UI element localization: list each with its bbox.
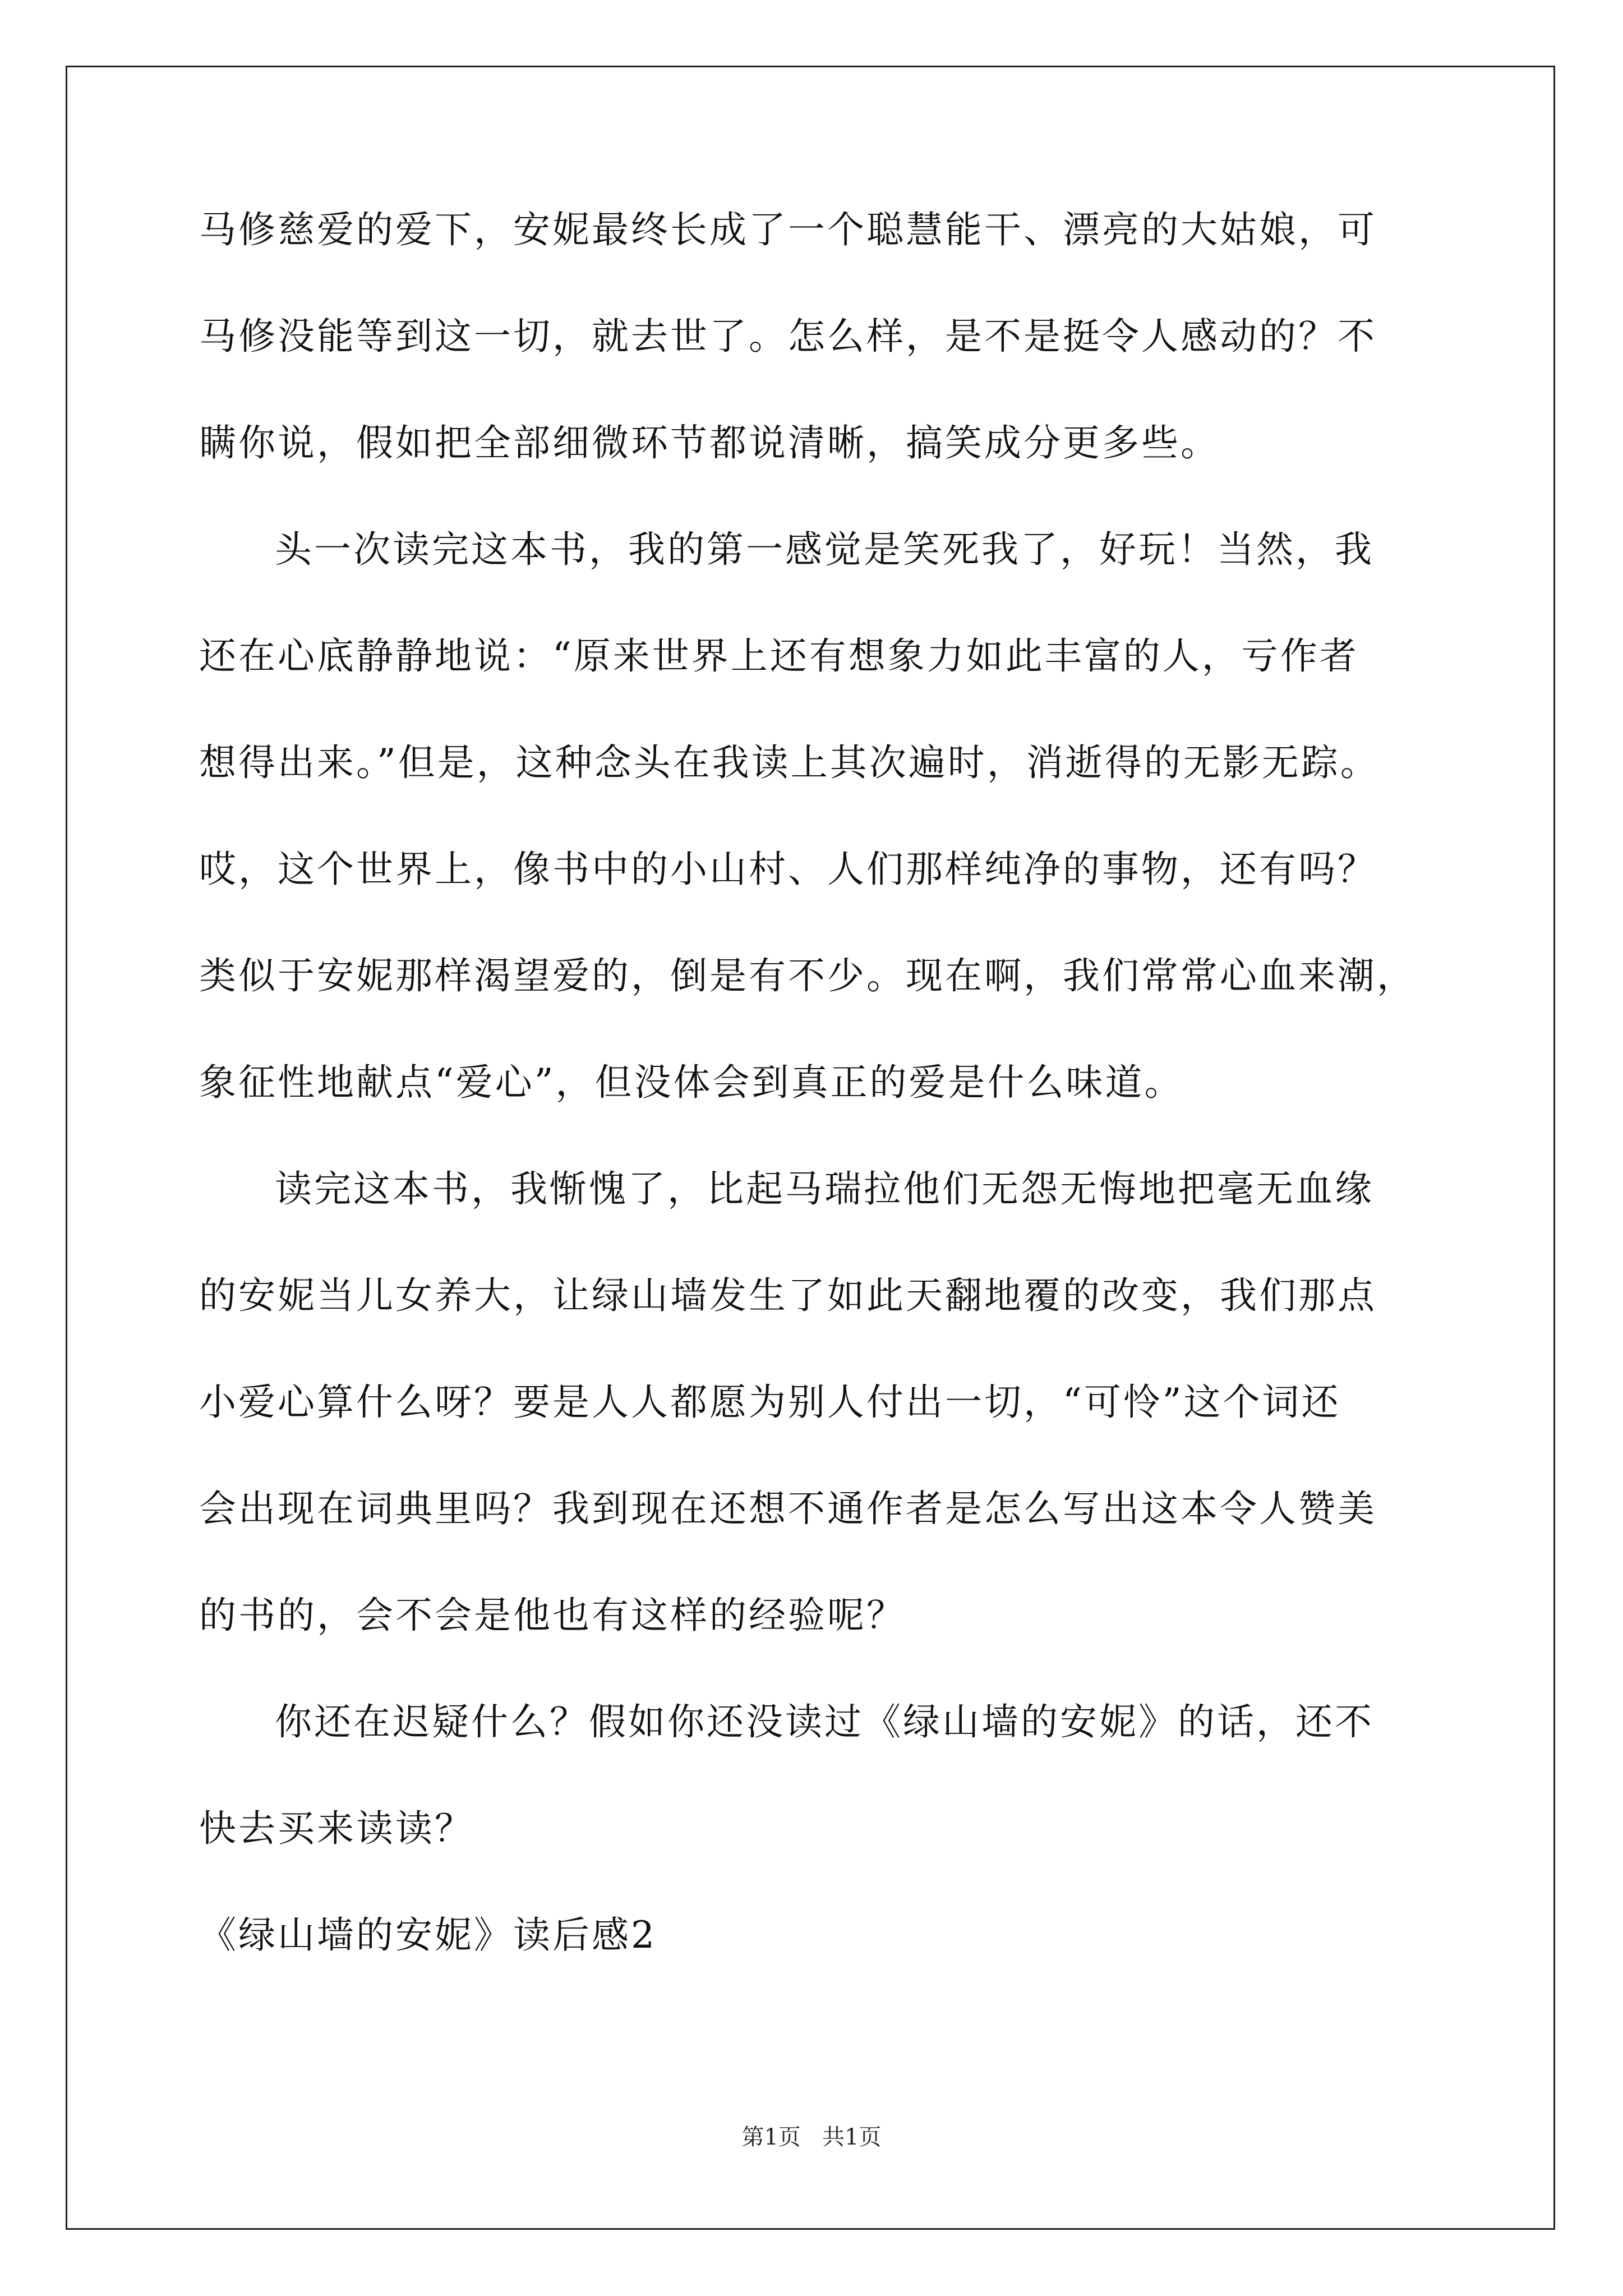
paragraph-line: 快去买来读读？ bbox=[199, 1807, 474, 1850]
paragraph-line: 会出现在词典里吗？我到现在还想不通作者是怎么写出这本令人赞美 bbox=[199, 1487, 1377, 1530]
paragraph-line: 象征性地献点“爱心”，但没体会到真正的爱是什么味道。 bbox=[199, 1061, 1184, 1104]
paragraph-line: 头一次读完这本书，我的第一感觉是笑死我了，好玩！当然，我 bbox=[275, 528, 1374, 571]
paragraph-line: 小爱心算什么呀？要是人人都愿为别人付出一切，“可怜”这个词还 bbox=[199, 1381, 1341, 1424]
paragraph-line: 的安妮当儿女养大，让绿山墙发生了如此天翻地覆的改变，我们那点 bbox=[199, 1274, 1377, 1317]
paragraph-line: 马修没能等到这一切，就去世了。怎么样，是不是挺令人感动的？不 bbox=[199, 315, 1377, 358]
paragraph-line: 还在心底静静地说：“原来世界上还有想象力如此丰富的人，亏作者 bbox=[199, 634, 1359, 678]
section-heading: 《绿山墙的安妮》读后感2 bbox=[199, 1913, 657, 1957]
page-border bbox=[66, 66, 1555, 2230]
paragraph-line: 读完这本书，我惭愧了，比起马瑞拉他们无怨无悔地把毫无血缘 bbox=[275, 1167, 1374, 1211]
paragraph-line: 你还在迟疑什么？假如你还没读过《绿山墙的安妮》的话，还不 bbox=[275, 1700, 1374, 1743]
paragraph-line: 哎，这个世界上，像书中的小山村、人们那样纯净的事物，还有吗？ bbox=[199, 848, 1377, 891]
paragraph-line: 类似于安妮那样渴望爱的，倒是有不少。现在啊，我们常常心血来潮， bbox=[199, 954, 1416, 997]
paragraph-line: 想得出来。”但是，这种念头在我读上其次遍时，消逝得的无影无踪。 bbox=[199, 741, 1380, 784]
paragraph-line: 的书的，会不会是他也有这样的经验呢？ bbox=[199, 1594, 906, 1637]
paragraph-line: 马修慈爱的爱下，安妮最终长成了一个聪慧能干、漂亮的大姑娘，可 bbox=[199, 208, 1377, 251]
page-number-footer: 第1页 共1页 bbox=[741, 2124, 882, 2150]
paragraph-line: 瞒你说，假如把全部细微环节都说清晰，搞笑成分更多些。 bbox=[199, 421, 1220, 464]
